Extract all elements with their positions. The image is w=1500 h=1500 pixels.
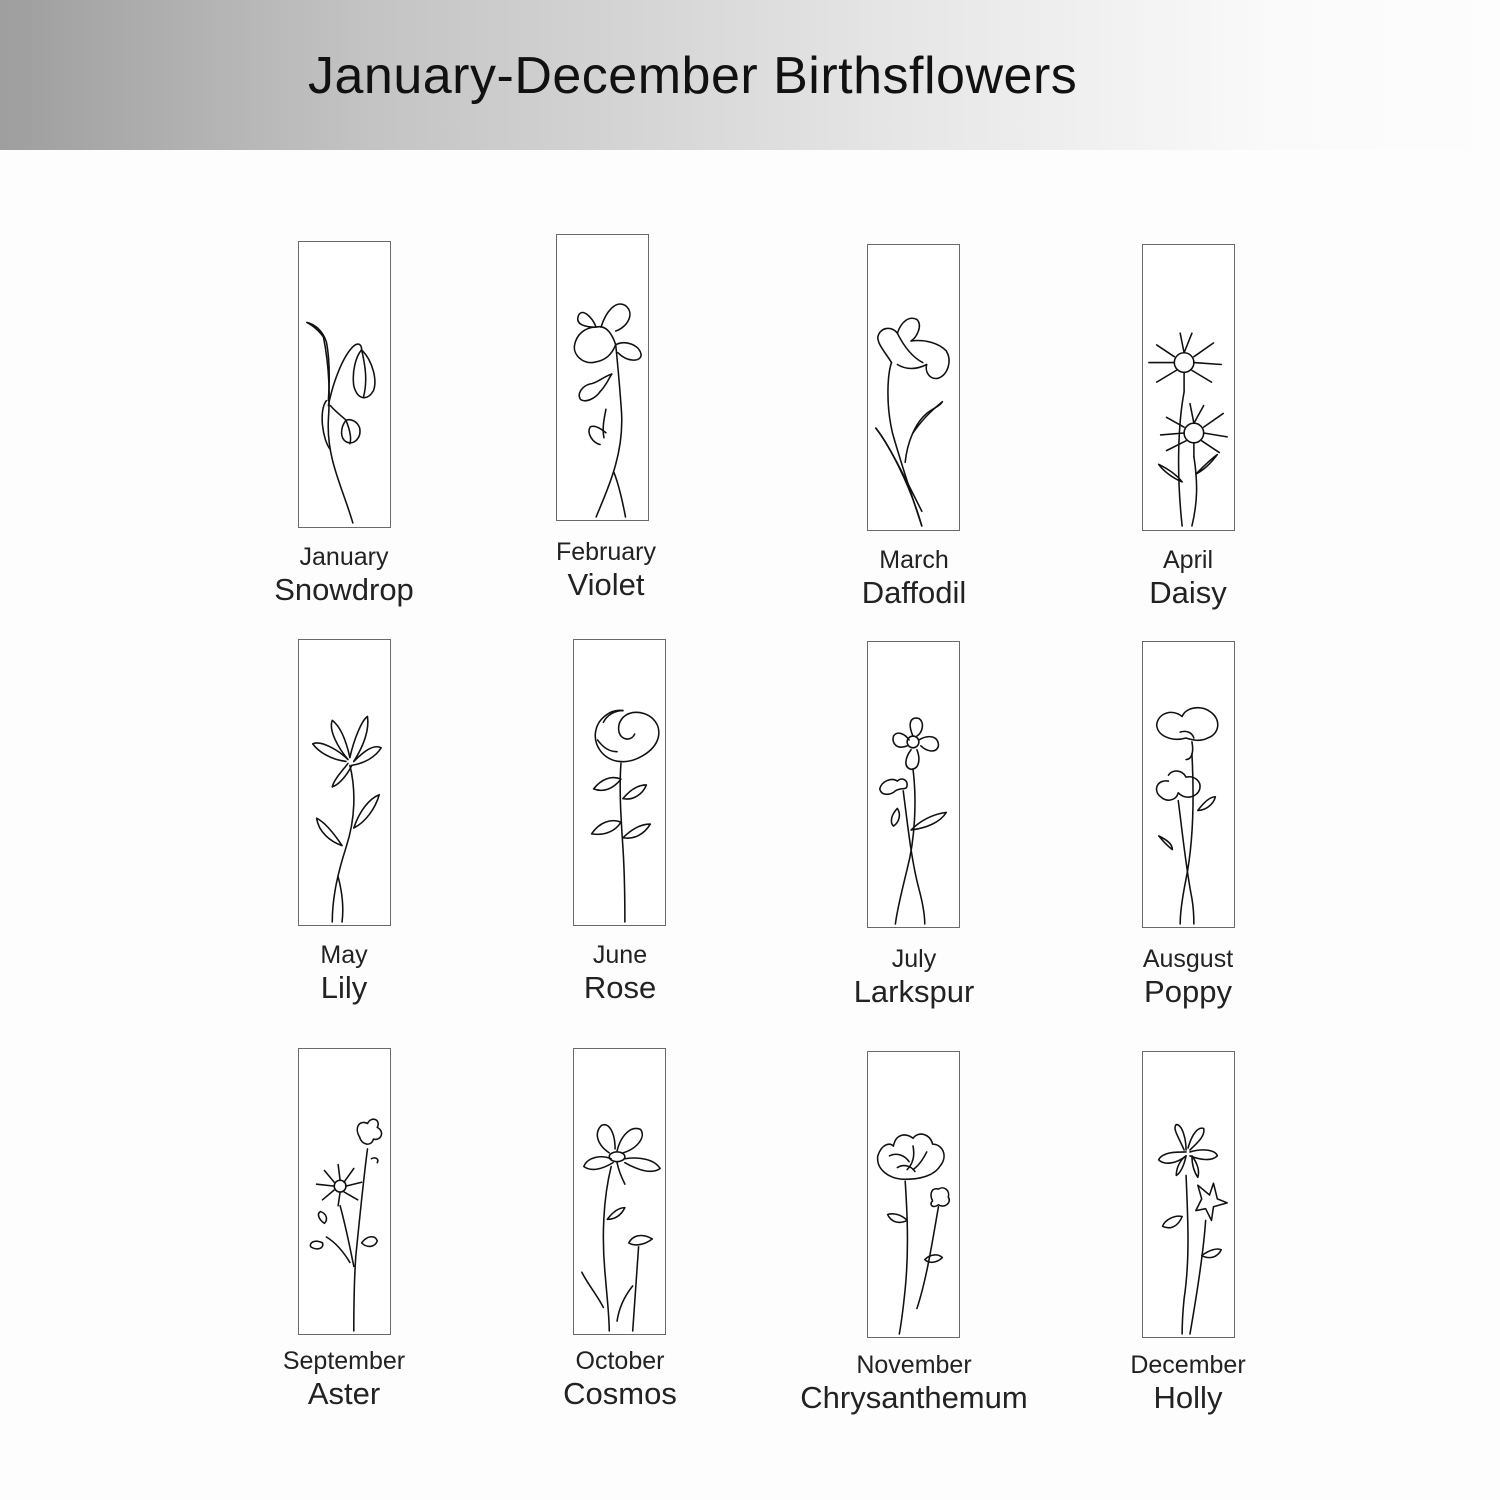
flower-name: Larkspur bbox=[853, 974, 975, 1009]
flower-name: Snowdrop bbox=[274, 572, 414, 607]
holly-icon bbox=[1142, 1051, 1235, 1338]
daisy-drawing bbox=[1143, 245, 1234, 530]
label-september bbox=[214, 1346, 474, 1412]
holly-drawing bbox=[1143, 1052, 1234, 1337]
flower-name: Aster bbox=[307, 1376, 381, 1411]
label-august bbox=[1058, 944, 1318, 1010]
lily-icon bbox=[298, 639, 391, 926]
month-label: December bbox=[1130, 1351, 1246, 1379]
aster-drawing bbox=[299, 1049, 390, 1334]
daffodil-icon bbox=[867, 244, 960, 531]
month-label: November bbox=[856, 1351, 972, 1379]
label-february bbox=[476, 537, 736, 603]
month-label: Ausgust bbox=[1142, 945, 1234, 973]
flower-name: Rose bbox=[583, 970, 657, 1005]
label-june bbox=[490, 940, 750, 1006]
larkspur-icon bbox=[867, 641, 960, 928]
label-november bbox=[784, 1350, 1044, 1416]
month-label: July bbox=[891, 945, 937, 973]
flower-name: Lily bbox=[320, 970, 368, 1005]
rose-drawing bbox=[574, 640, 665, 925]
flower-name: Poppy bbox=[1144, 974, 1232, 1009]
rose-icon bbox=[573, 639, 666, 926]
snowdrop-drawing bbox=[299, 242, 390, 527]
larkspur-drawing bbox=[868, 642, 959, 927]
poppy-drawing bbox=[1143, 642, 1234, 927]
poppy-icon bbox=[1142, 641, 1235, 928]
flower-name: Violet bbox=[567, 567, 645, 602]
flower-name: Daisy bbox=[1149, 575, 1227, 610]
cosmos-drawing bbox=[574, 1049, 665, 1334]
lily-drawing bbox=[299, 640, 390, 925]
label-may bbox=[214, 940, 474, 1006]
month-label: September bbox=[282, 1347, 406, 1375]
flower-name: Daffodil bbox=[861, 575, 967, 610]
daisy-icon bbox=[1142, 244, 1235, 531]
flower-name: Holly bbox=[1153, 1380, 1223, 1415]
page-title: January-December Birthsflowers bbox=[308, 47, 1078, 105]
label-march bbox=[784, 545, 1044, 611]
chrysanthemum-icon bbox=[867, 1051, 960, 1338]
violet-drawing bbox=[557, 235, 648, 520]
label-april bbox=[1058, 545, 1318, 611]
month-label: February bbox=[555, 538, 657, 566]
daffodil-drawing bbox=[868, 245, 959, 530]
flower-name: Cosmos bbox=[563, 1376, 677, 1411]
month-label: March bbox=[879, 546, 949, 574]
month-label: January bbox=[299, 543, 389, 571]
snowdrop-icon bbox=[298, 241, 391, 528]
label-december bbox=[1058, 1350, 1318, 1416]
month-label: May bbox=[320, 941, 368, 969]
month-label: October bbox=[575, 1347, 665, 1375]
cosmos-icon bbox=[573, 1048, 666, 1335]
chrysanthemum-drawing bbox=[868, 1052, 959, 1337]
month-label: June bbox=[592, 941, 648, 969]
violet-icon bbox=[556, 234, 649, 521]
flower-name: Chrysanthemum bbox=[800, 1380, 1028, 1415]
aster-icon bbox=[298, 1048, 391, 1335]
month-label: April bbox=[1162, 546, 1213, 574]
label-january bbox=[214, 542, 474, 608]
label-october bbox=[490, 1346, 750, 1412]
label-july bbox=[784, 944, 1044, 1010]
